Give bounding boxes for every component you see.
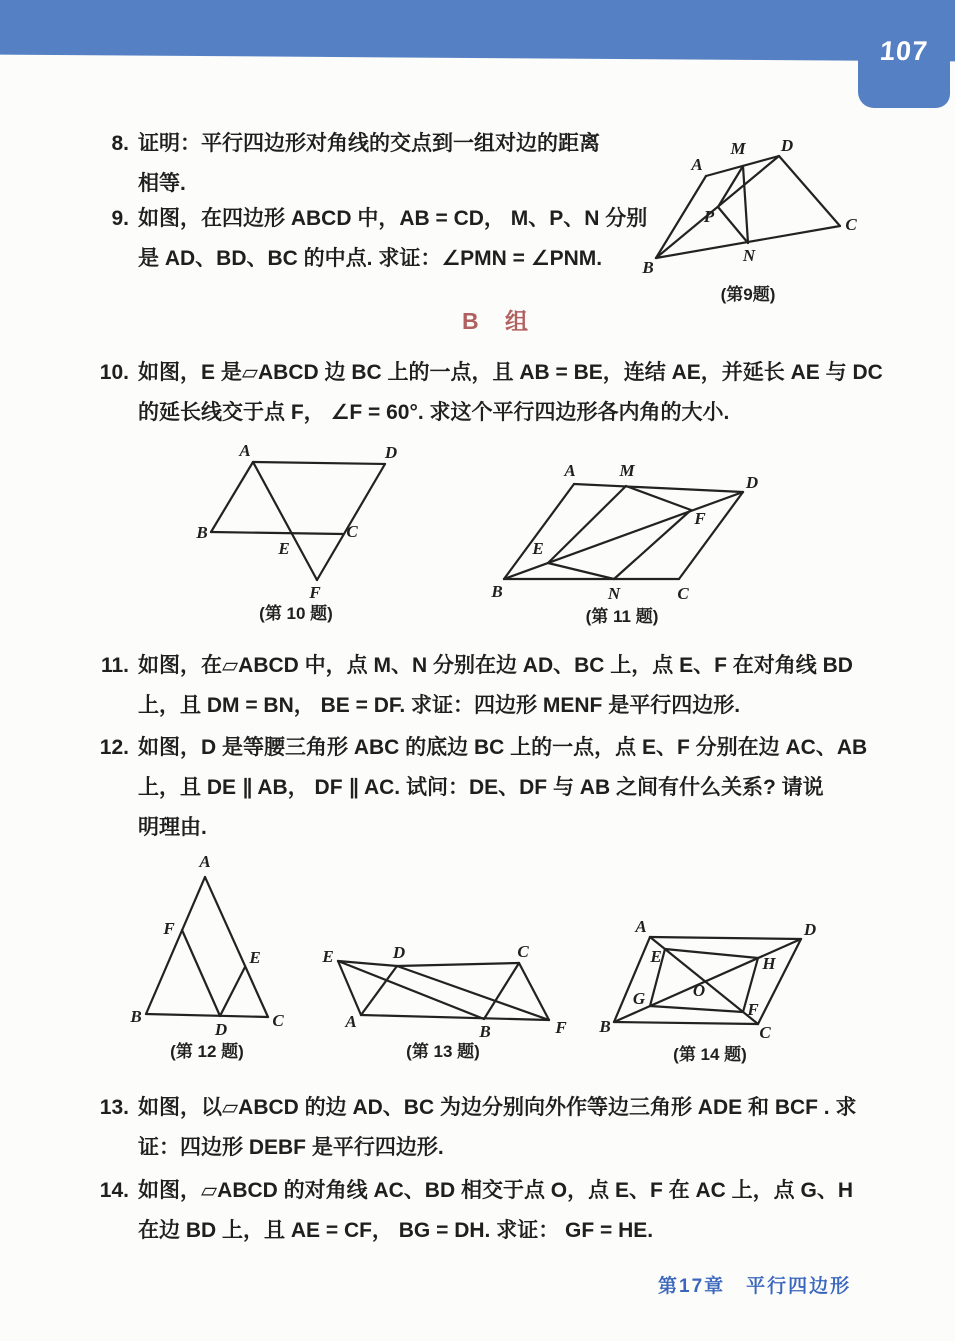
problem-text-line: 如图，以▱ABCD 的边 AD、BC 为边分别向外作等边三角形 ADE 和 BCF . 求: [138, 1096, 857, 1119]
vertex-label-a: A: [199, 852, 211, 871]
figure-12: [126, 852, 291, 1067]
vertex-label-h: H: [762, 954, 776, 973]
problem-text-line: 上，且 DM = BN， BE = DF. 求证：四边形 MENF 是平行四边形.: [138, 694, 741, 717]
problem-text-line: 证：四边形 DEBF 是平行四边形.: [138, 1136, 444, 1159]
figure-lines: [146, 877, 268, 1017]
vertex-label-b: B: [479, 1022, 491, 1041]
figure-14-diagram: [595, 916, 867, 1043]
problem-text-line: 如图，▱ABCD 的对角线 AC、BD 相交于点 O，点 E、F 在 AC 上，点 G、H: [138, 1179, 853, 1202]
vertex-label-e: E: [650, 947, 662, 966]
vertex-label-c: C: [845, 215, 857, 234]
section-b-header: B 组: [462, 308, 538, 334]
figure-10: [193, 442, 408, 627]
vertex-label-b: B: [599, 1017, 611, 1036]
vertex-label-c: C: [346, 522, 358, 541]
vertex-label-o: O: [692, 981, 706, 1000]
vertex-label-d: D: [392, 943, 406, 962]
figure-12-diagram: [126, 852, 291, 1037]
vertex-label-b: B: [642, 258, 654, 277]
vertex-label-b: B: [130, 1007, 142, 1026]
problem-text-line: 证明：平行四边形对角线的交点到一组对边的距离: [138, 132, 600, 155]
problem-14: [96, 1171, 853, 1251]
figure-caption: (第9题): [720, 285, 776, 304]
vertex-label-f: F: [747, 1000, 759, 1019]
vertex-label-a: A: [635, 917, 647, 936]
page-footer: 第17章 平行四边形: [658, 1276, 852, 1297]
problem-text-line: 如图，D 是等腰三角形 ABC 的底边 BC 上的一点，点 E、F 分别在边 AC、AB: [138, 736, 868, 759]
figure-lines: [656, 156, 840, 258]
problem-text-line: 在边 BD 上，且 AE = CF， BG = DH. 求证： GF = HE.: [138, 1219, 654, 1242]
figure-lines: [614, 937, 801, 1024]
vertex-label-c: C: [759, 1023, 771, 1042]
vertex-label-d: D: [745, 473, 759, 492]
figure-10-diagram: [193, 442, 408, 602]
figure-caption: (第 13 题): [406, 1042, 480, 1061]
vertex-label-a: A: [691, 155, 703, 174]
vertex-label-e: E: [249, 948, 261, 967]
figure-lines: [504, 484, 743, 579]
problem-text-line: 是 AD、BD、BC 的中点. 求证：∠PMN = ∠PNM.: [138, 247, 603, 270]
problem-number: 12.: [99, 736, 129, 759]
problem-number: 11.: [100, 654, 129, 677]
vertex-label-g: G: [632, 989, 646, 1008]
problem-number: 9.: [111, 207, 129, 230]
vertex-label-d: D: [803, 920, 817, 939]
problem-text-line: 相等.: [138, 172, 186, 195]
page-number-tab: [858, 0, 950, 108]
problem-text-line: 如图，在▱ABCD 中，点 M、N 分别在边 AD、BC 上，点 E、F 在对角线 BD: [138, 654, 853, 677]
figure-caption: (第 11 题): [585, 607, 659, 626]
page-number: 107: [878, 36, 930, 66]
figure-11: [486, 452, 771, 627]
vertex-label-m: M: [619, 461, 635, 480]
problem-number: 8.: [111, 132, 129, 155]
figure-caption: (第 10 题): [259, 604, 333, 623]
problem-text-line: 如图，在四边形 ABCD 中，AB = CD， M、P、N 分别: [138, 207, 648, 230]
figure-14: [595, 916, 867, 1076]
problem-9: [96, 199, 647, 279]
problem-10: [96, 353, 883, 433]
vertex-label-f: F: [555, 1018, 567, 1037]
vertex-label-c: C: [677, 584, 689, 603]
figure-caption: (第 14 题): [673, 1045, 747, 1064]
vertex-label-b: B: [491, 582, 503, 601]
vertex-label-e: E: [278, 539, 290, 558]
vertex-label-e: E: [322, 947, 334, 966]
problem-8: [96, 124, 600, 204]
vertex-label-f: F: [163, 919, 175, 938]
vertex-label-p: P: [703, 207, 715, 226]
vertex-label-b: B: [196, 523, 208, 542]
problem-number: 14.: [99, 1179, 129, 1202]
vertex-label-d: D: [780, 136, 794, 155]
vertex-label-c: C: [272, 1011, 284, 1030]
vertex-label-f: F: [694, 509, 706, 528]
figure-lines: [338, 961, 549, 1020]
problem-text-line: 上，且 DE ∥ AB， DF ∥ AC. 试问：DE、DF 与 AB 之间有什么关系? 请说: [138, 776, 824, 799]
problem-text-line: 的延长线交于点 F， ∠F = 60°. 求这个平行四边形各内角的大小.: [138, 401, 730, 424]
vertex-label-d: D: [214, 1020, 228, 1039]
figure-lines: [211, 462, 385, 580]
figure-9-diagram: [626, 136, 876, 281]
problem-11: [96, 646, 853, 726]
vertex-label-n: N: [607, 584, 621, 603]
figure-9: [626, 136, 876, 308]
problem-12: [96, 728, 867, 848]
vertex-label-m: M: [730, 139, 746, 158]
figure-caption: (第 12 题): [170, 1042, 244, 1061]
problem-number: 13.: [99, 1096, 129, 1119]
vertex-label-e: E: [532, 539, 544, 558]
vertex-label-a: A: [564, 461, 576, 480]
vertex-label-a: A: [239, 441, 251, 460]
problem-13: [96, 1088, 856, 1168]
vertex-label-d: D: [384, 443, 398, 462]
vertex-label-n: N: [742, 246, 756, 265]
problem-number: 10.: [99, 361, 129, 384]
figure-11-diagram: [486, 452, 771, 602]
header-band: [0, 0, 955, 61]
problem-text-line: 明理由.: [138, 816, 207, 839]
vertex-label-c: C: [517, 942, 529, 961]
vertex-label-a: A: [345, 1012, 357, 1031]
figure-13-diagram: [320, 942, 585, 1041]
problem-text-line: 如图，E 是▱ABCD 边 BC 上的一点，且 AB = BE，连结 AE，并延长 AE 与 DC: [138, 361, 883, 384]
figure-13: [320, 942, 585, 1071]
vertex-label-f: F: [309, 583, 321, 602]
